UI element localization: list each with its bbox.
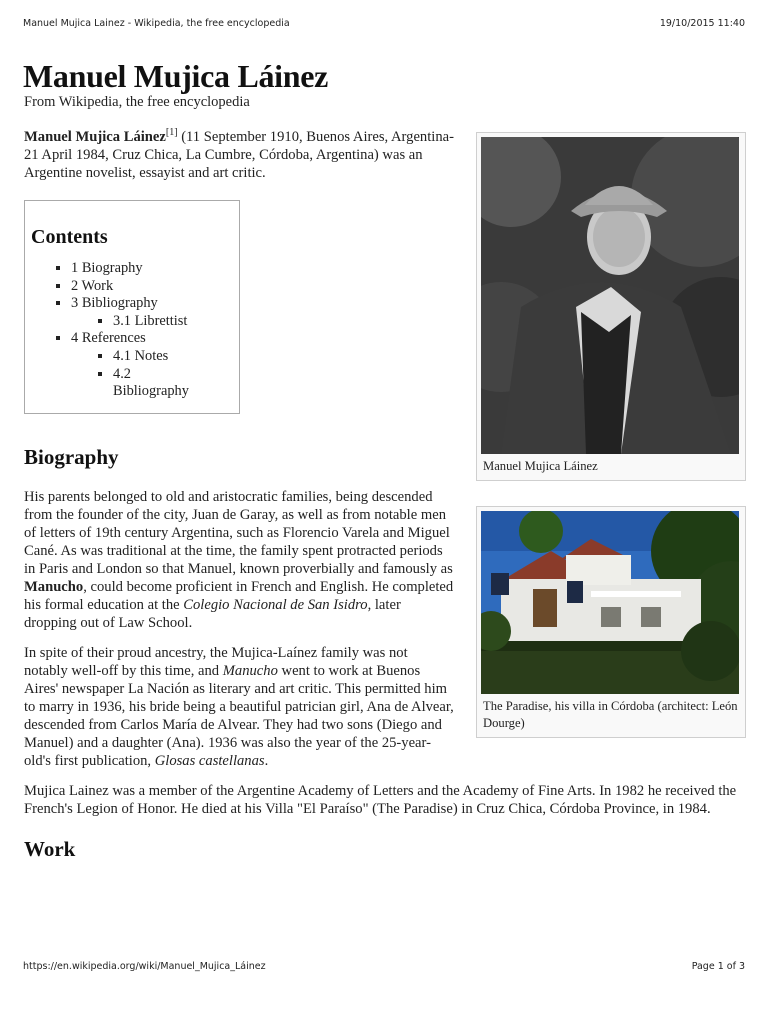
work-heading: Work (24, 836, 76, 861)
portrait-caption: Manuel Mujica Láinez (483, 459, 598, 473)
print-header-date: 19/10/2015 11:40 (659, 18, 745, 29)
print-header-title: Manuel Mujica Lainez - Wikipedia, the free encyclopedia (23, 18, 290, 29)
toc-list (31, 260, 207, 401)
print-header (23, 18, 745, 29)
portrait-photo[interactable] (481, 137, 739, 454)
first-publication: Glosas castellanas (154, 752, 265, 769)
biography-paragraph-2: In spite of their proud ancestry, the Mujica-Laínez family was not notably well-off by this time, and Manucho went to work at Buenos Aires' newspaper La Nación as literary and art critic. This permitted him to marry in 1936, his bride being a beautiful patrician girl, Ana de Alvear, descended from Carlos María de Alvear. They had two sons (Diego and Manuel) and a daughter (Ana). 1936 was also the year of the 25-year-old's first publication, Glosas castellanas. (24, 644, 454, 769)
biography-paragraph-3: Mujica Lainez was a member of the Argentine Academy of Letters and the Academy of Fine Arts. In 1982 he received the French's Legion of Honor. He died at his Villa "El Paraíso" (The Paradise) in Cruz Chica, Córdoba Province, in 1984. (24, 782, 737, 817)
toc-item[interactable]: ▪ 1 Biography (71, 260, 207, 278)
print-footer (23, 961, 745, 972)
intro-text: (11 September 1910, Buenos Aires, Argentina- 21 April 1984, Cruz Chica, La Cumbre, Córdoba, Argentina) was an Argentine novelist, essayist and art critic. (24, 129, 454, 181)
toc-item[interactable]: ▪ 2 Work (71, 278, 207, 296)
portrait-figure (476, 132, 746, 481)
toc-subitem[interactable]: ▪ 3.1 Librettist (113, 313, 207, 331)
villa-caption: The Paradise, his villa in Córdoba (architect: León Dourge) (483, 699, 738, 730)
toc-subitem[interactable]: ▪ 4.2 Bibliography (113, 366, 207, 401)
page-tagline: From Wikipedia, the free encyclopedia (24, 94, 250, 110)
villa-figure (476, 506, 746, 738)
toc-subitem[interactable]: ▪ 4.1 Notes (113, 348, 207, 366)
biography-heading: Biography (24, 444, 119, 469)
reference-link[interactable]: [1] (165, 127, 178, 138)
toc-item[interactable]: ▪ 4 References ▪ 4.1 Notes ▪ 4.2 Bibliography (71, 330, 207, 400)
page-url: https://en.wikipedia.org/wiki/Manuel_Mujica_Láinez (23, 961, 266, 972)
villa-photo[interactable] (481, 511, 739, 694)
nickname: Manucho (24, 578, 84, 595)
page-title: Manuel Mujica Láinez (23, 58, 329, 94)
toc-title: Contents (31, 226, 108, 248)
subject-name: Manuel Mujica Láinez (24, 129, 166, 145)
biography-paragraph-1: His parents belonged to old and aristocratic families, being descended from the founder of the city, Juan de Garay, as well as from notable men of letters of 19th century Argentina, such as Florencio Varela and Miguel Cané. As was traditional at the time, the family spent protracted periods in Paris and London so that Manuel, known proverbially and famously as Manucho, could become proficient in French and English. He completed his formal education at the Colegio Nacional de San Isidro, later dropping out of Law School. (24, 488, 454, 631)
school-name: Colegio Nacional de San Isidro (183, 596, 368, 613)
page-number: Page 1 of 3 (691, 961, 745, 972)
article-body (24, 128, 746, 880)
toc-item[interactable]: ▪ 3 Bibliography ▪ 3.1 Librettist (71, 295, 207, 330)
table-of-contents (24, 200, 240, 414)
